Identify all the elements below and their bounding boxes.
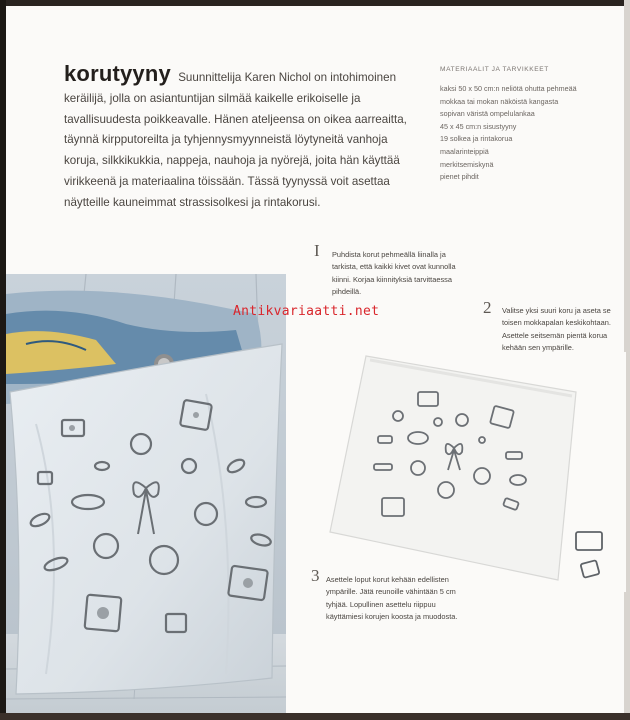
materials-heading: MATERIAALIT JA TARVIKKEET: [440, 66, 549, 73]
material-item: sopivan väristä ompelulankaa: [440, 109, 535, 119]
step-text: Asettele loput korut kehään edellisten ympärille. Jätä reunoille vähintään 5 cm tyhjää. Lopullinen asettelu riippuu käyttämiesi korujen koosta ja muodosta.: [326, 575, 458, 622]
page-edge-top: [0, 0, 630, 6]
materials-list: [440, 66, 620, 184]
layout-board-photo: [326, 352, 626, 592]
material-item: 45 x 45 cm:n sisustyyny: [440, 121, 517, 131]
step-text: Puhdista korut pehmeällä liinalla ja tarkista, että kaikki kivet ovat kunnolla kiinni. Korjaa kiinnityksiä tarvittaessa pihdeillä.: [332, 250, 456, 297]
cushion-photo: [6, 274, 286, 714]
step-number: 3: [311, 566, 320, 585]
step-1: [314, 241, 472, 299]
step-number: I: [314, 241, 320, 260]
material-item: maalarinteippiä: [440, 146, 489, 156]
material-item: merkitsemiskynä: [440, 159, 494, 169]
watermark-text: Antikvariaatti.net: [233, 304, 380, 319]
intro-paragraph: [64, 61, 409, 214]
page-title: korutyyny: [64, 61, 171, 86]
material-item: pienet pihdit: [440, 172, 479, 182]
step-3: [311, 566, 461, 624]
step-number: 2: [483, 298, 492, 317]
page-edge-bottom: [0, 713, 630, 720]
material-item: mokkaa tai mokan näköistä kangasta: [440, 96, 559, 106]
step-2: [483, 298, 618, 355]
material-item: 19 solkea ja rintakorua: [440, 134, 513, 144]
step-text: Valitse yksi suuri koru ja aseta se toisen mokkapalan keskikohtaan. Asettele seitsemän pientä korua kehään sen ympärille.: [502, 306, 611, 353]
material-item: kaksi 50 x 50 cm:n neliötä ohutta pehmeää: [440, 84, 577, 93]
intro-body: Suunnittelija Karen Nichol on intohimoinen keräilijä, jolla on asiantuntijan silmää kaikelle erikoiselle ja tavallisuudesta poikkeavalle. Hänen ateljeensa on oikea aarreaitta, täynnä kirpputoreilta ja tyhjennysmyynneistä löytyneitä vanhoja koruja, silkkikukkia, nappeja, nauhoja ja nyörejä, joita hän käyttää virikkeenä ja materiaalina töissään. Tässä tyynyssä voit asettaa näytteille kauneimmat strassisolkesi ja rintakorusi.: [64, 71, 407, 209]
